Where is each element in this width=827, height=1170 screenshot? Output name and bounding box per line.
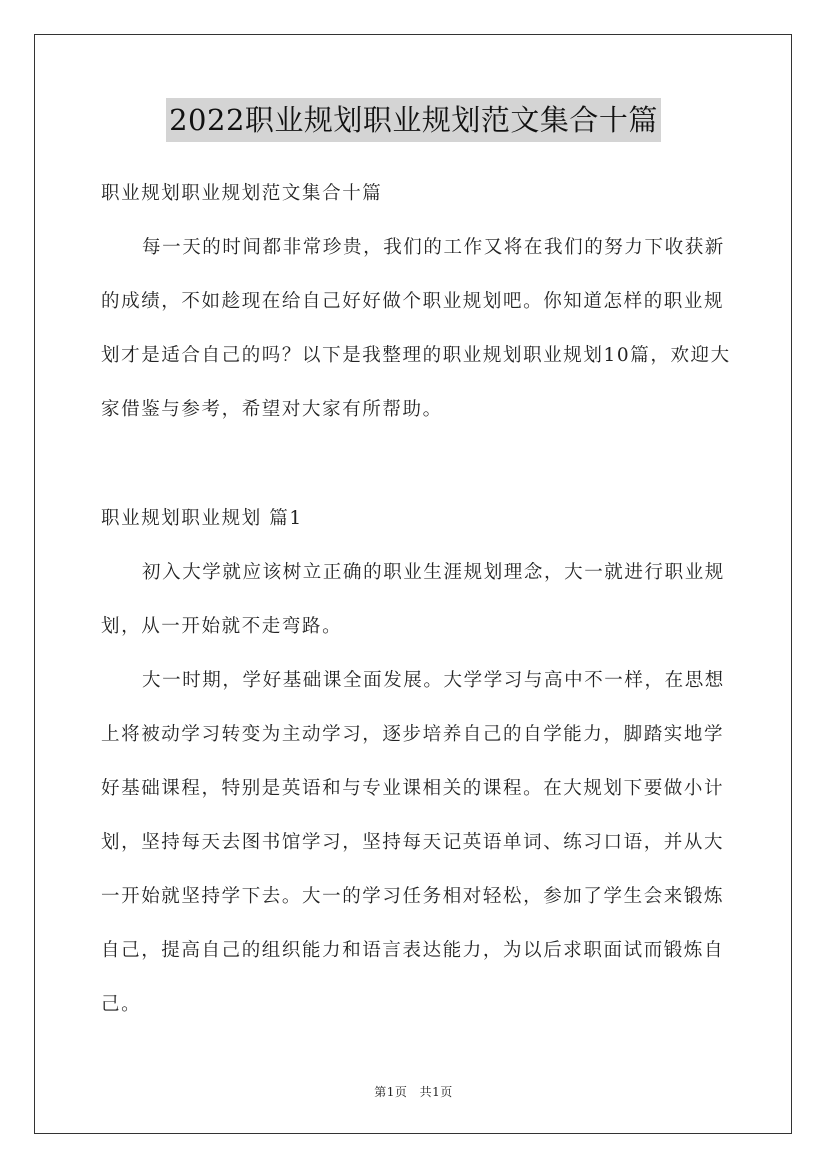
document-subtitle-block <box>101 167 737 221</box>
section1-paragraph-1: 初入大学就应该树立正确的职业生涯规划理念，大一就进行职业规划，从一开始就不走弯路。 <box>101 562 725 637</box>
section1-p2-block <box>101 654 737 1032</box>
page-footer <box>0 1083 827 1100</box>
section1-paragraph-2: 大一时期，学好基础课全面发展。大学学习与高中不一样，在思想上将被动学习转变为主动学习，逐步培养自己的自学能力，脚踏实地学好基础课程，特别是英语和与专业课相关的课程。在大规划下要做小计划，坚持每天去图书馆学习，坚持每天记英语单词、练习口语，并从大一开始就坚持学下去。大一的学习任务相对轻松，参加了学生会来锻炼自己，提高自己的组织能力和语言表达能力，为以后求职面试而锻炼自己。 <box>101 670 725 1015</box>
document-title: 2022职业规划职业规划范文集合十篇 <box>166 98 661 142</box>
title-container <box>0 98 827 142</box>
document-subtitle: 职业规划职业规划范文集合十篇 <box>101 183 383 204</box>
intro-block <box>101 221 737 437</box>
section1-heading: 职业规划职业规划 篇1 <box>101 508 303 529</box>
page-number: 第1页 <box>374 1085 408 1099</box>
intro-paragraph: 每一天的时间都非常珍贵，我们的工作又将在我们的努力下收获新的成绩，不如趁现在给自己好好做个职业规划吧。你知道怎样的职业规划才是适合自己的吗？以下是我整理的职业规划职业规划10篇，欢迎大家借鉴与参考，希望对大家有所帮助。 <box>101 237 731 420</box>
page-total: 共1页 <box>419 1085 453 1099</box>
section1-p1-block <box>101 546 737 654</box>
section1-heading-block <box>101 492 737 546</box>
